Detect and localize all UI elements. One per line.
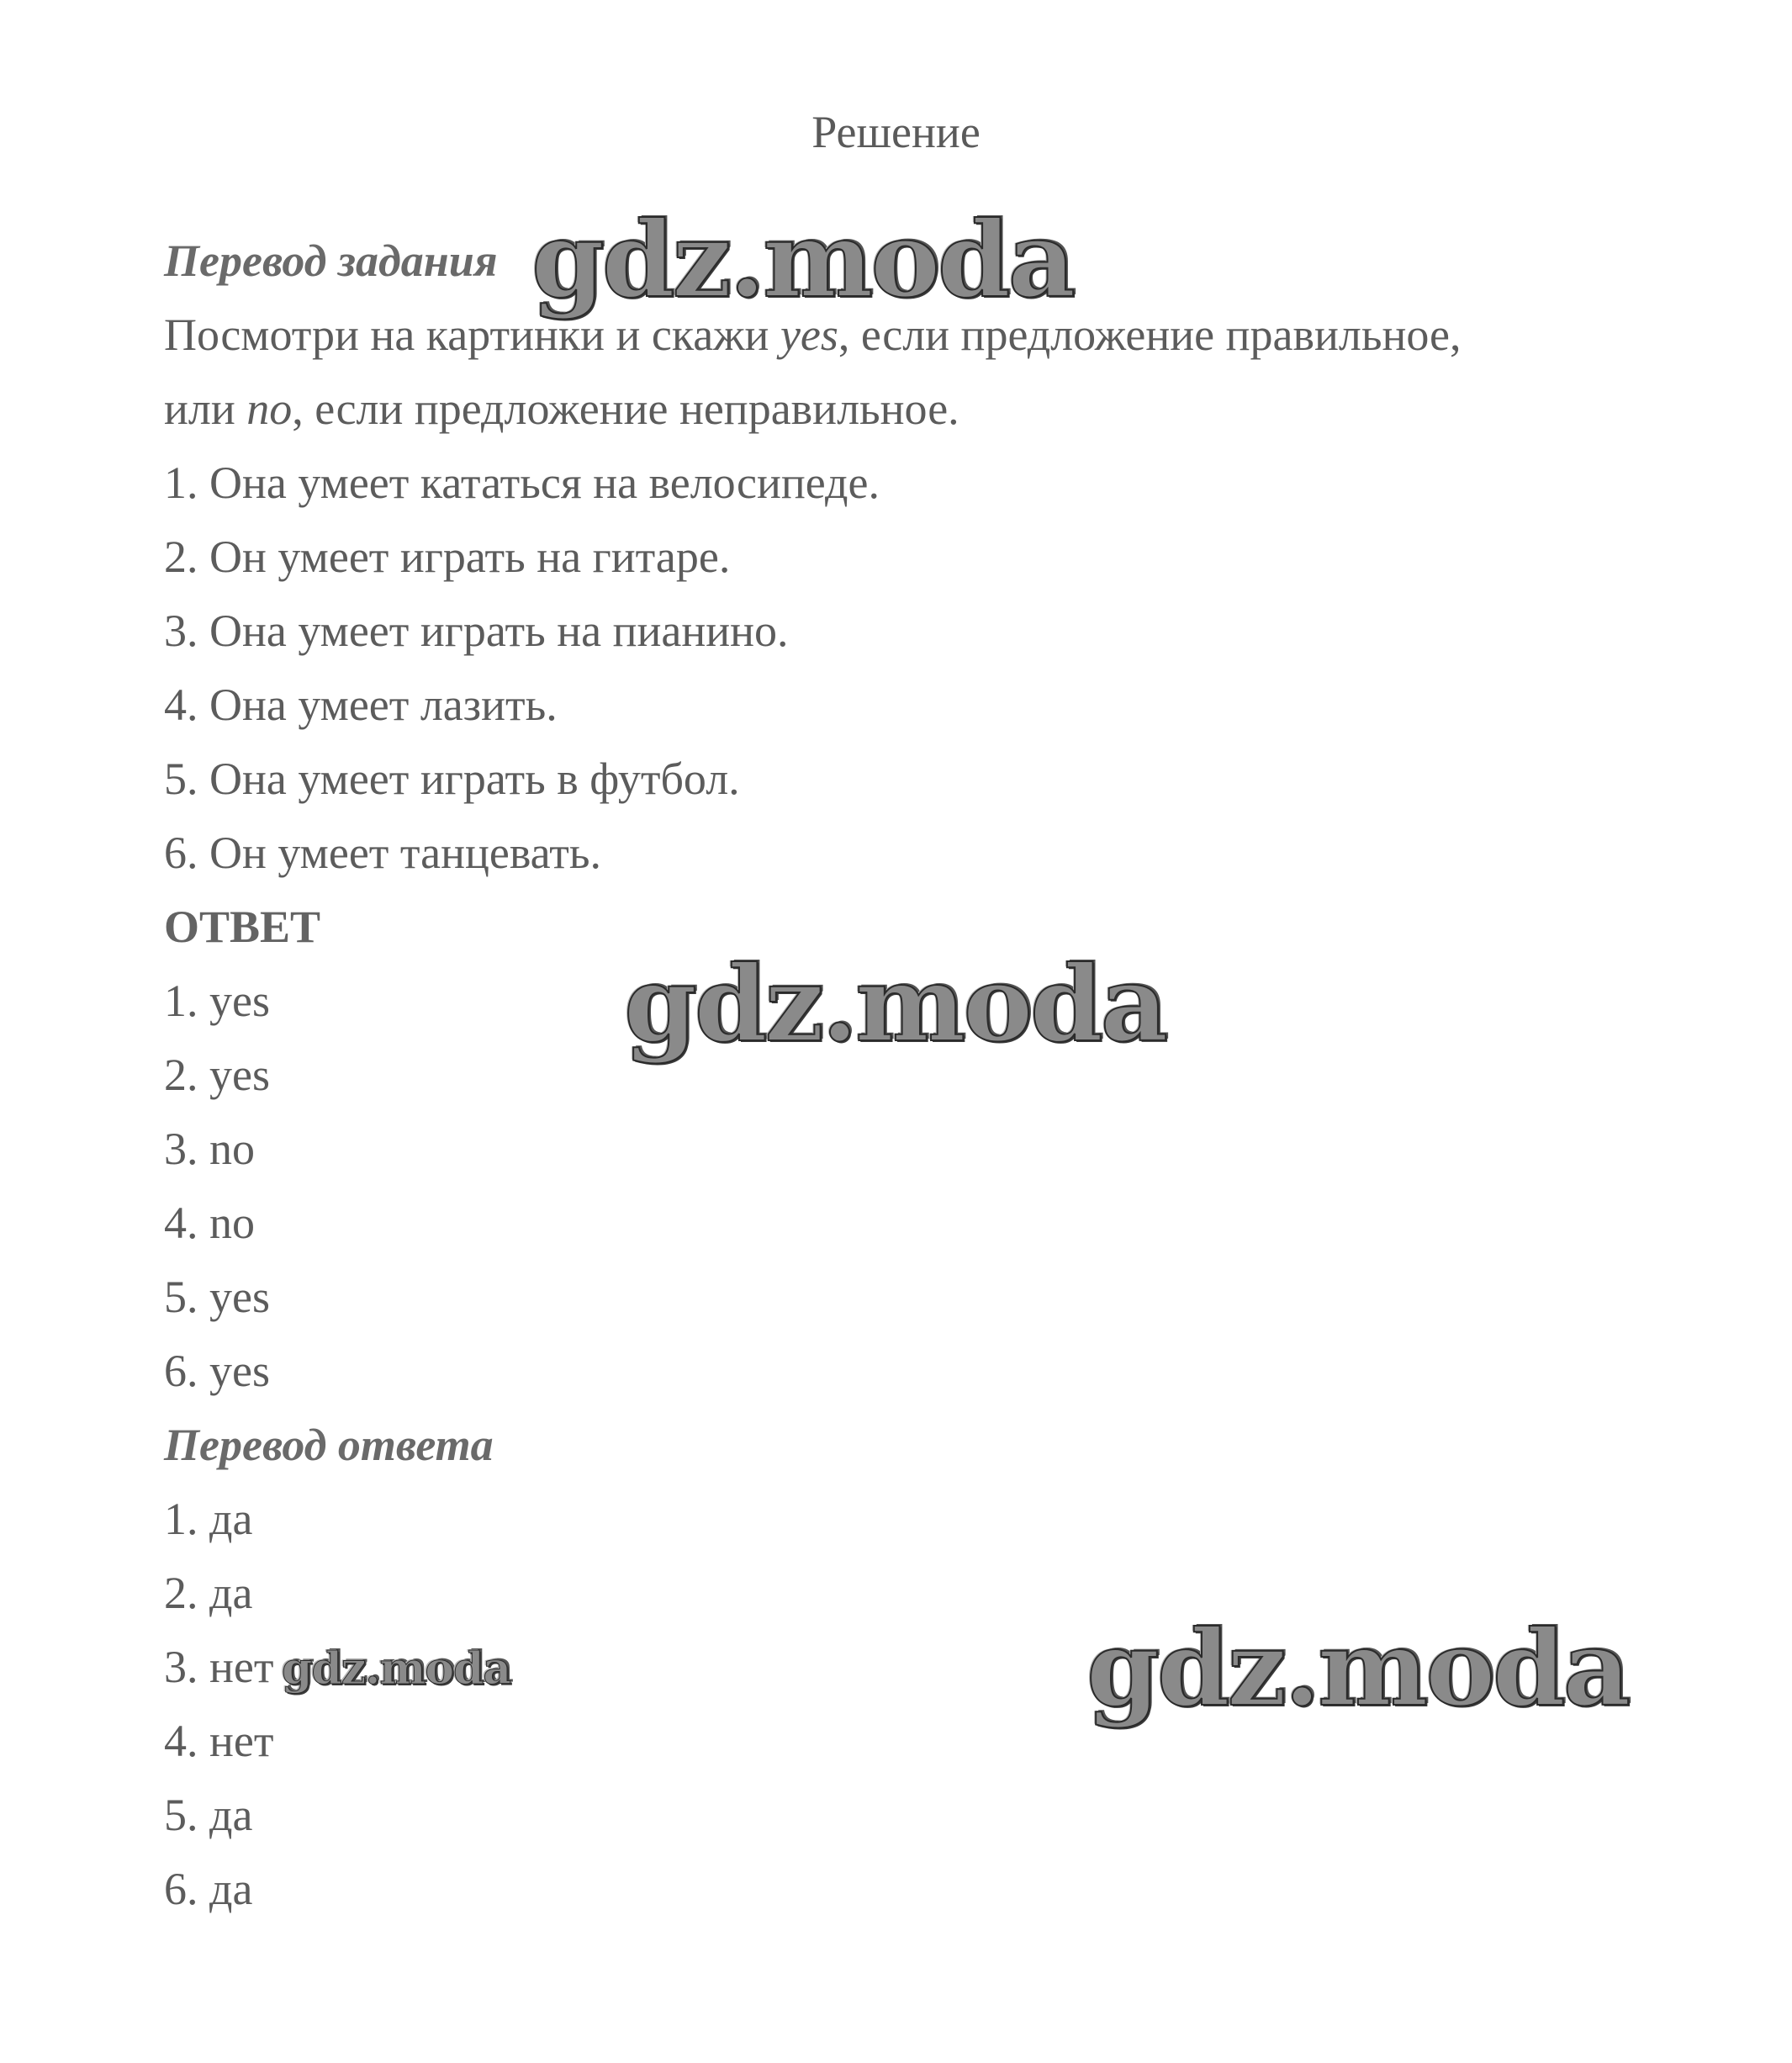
answer-item: 2. yes [164,1050,270,1100]
answer-item: 4. no [164,1198,255,1248]
answer-translation-item: 5. да [164,1790,253,1840]
answer-translation-item: 1. да [164,1494,253,1544]
watermark-logo: gdz.moda [282,1643,511,1695]
task-item: 4. Она умеет лазить. [164,680,558,730]
task-item: 1. Она умеет кататься на велосипеде. [164,458,880,508]
instruction-line-1: Посмотри на картинки и скажи yes, если предложение правильное, [164,309,1462,360]
task-translation-heading: Перевод задания [164,235,498,286]
answer-translation-item: 3. нет [164,1642,274,1692]
watermark-logo: gdz.moda [1086,1608,1628,1730]
watermark-logo: gdz.moda [531,199,1073,321]
answer-translation-item: 6. да [164,1864,253,1914]
yes-word: yes [780,309,838,360]
task-item: 2. Он умеет играть на гитаре. [164,532,731,582]
answer-item: 5. yes [164,1272,270,1322]
answer-item: 3. no [164,1124,255,1174]
answer-translation-item: 2. да [164,1568,253,1618]
watermark-logo: gdz.moda [624,944,1166,1066]
answer-item: 1. yes [164,976,270,1026]
task-item: 3. Она умеет играть на пианино. [164,606,789,656]
task-item: 5. Она умеет играть в футбол. [164,754,740,804]
answer-item: 6. yes [164,1346,270,1396]
answer-translation-heading: Перевод ответа [164,1420,494,1470]
answer-translation-item: 4. нет [164,1716,274,1766]
page-title: Решение [811,107,981,157]
task-item: 6. Он умеет танцевать. [164,828,601,878]
instruction-line-2: или no, если предложение неправильное. [164,384,959,434]
no-word: no [246,384,293,434]
answer-heading: ОТВЕТ [164,902,321,952]
